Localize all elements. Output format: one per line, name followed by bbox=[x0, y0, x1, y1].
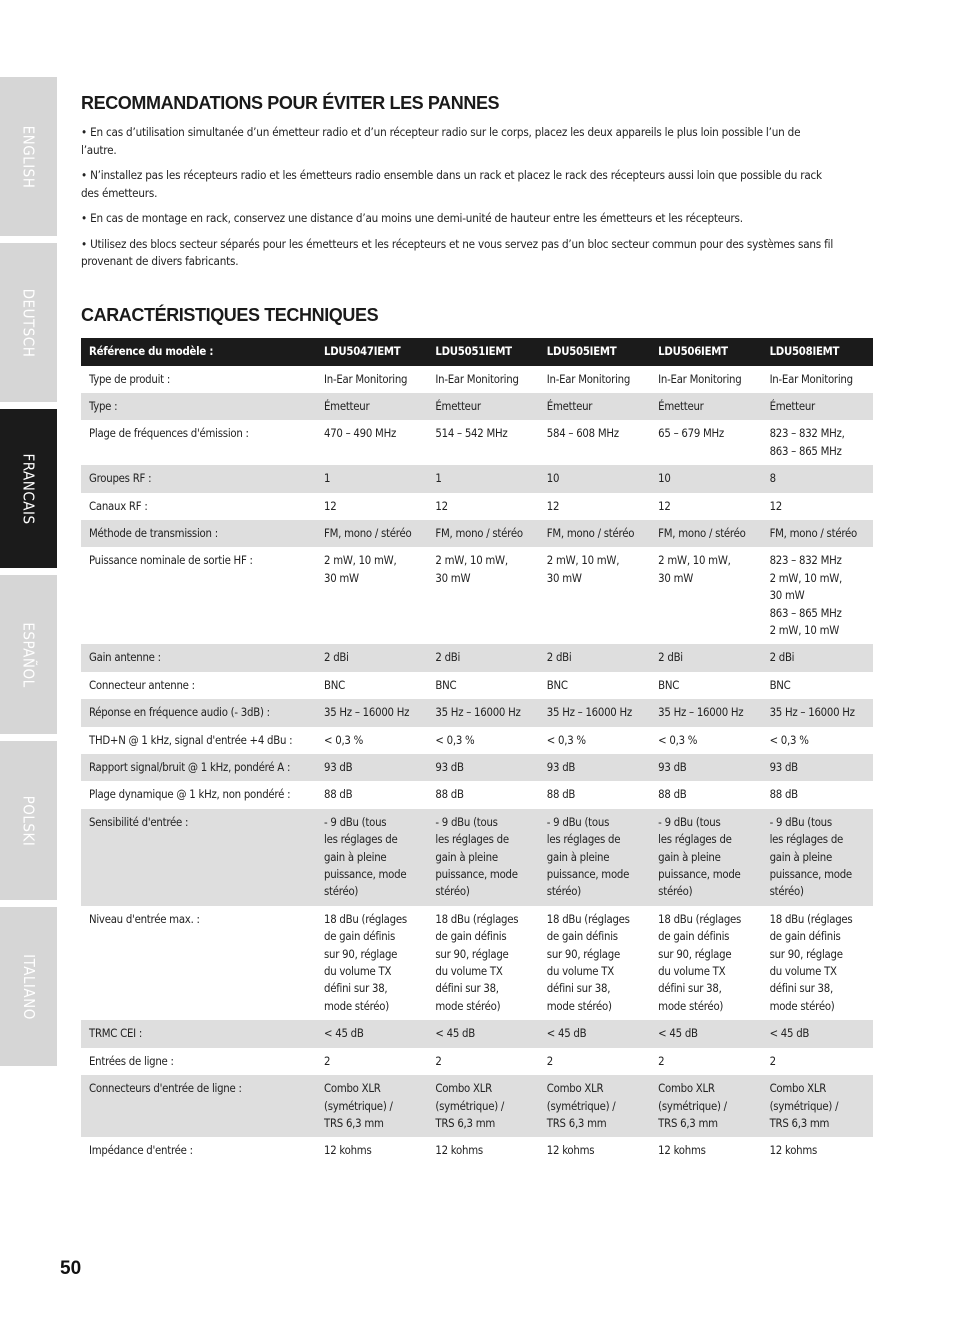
spec-value-cell: BNC bbox=[658, 678, 680, 692]
table-row bbox=[81, 393, 873, 420]
header-cell-model: LDU5051IEMT bbox=[427, 338, 538, 366]
table-row bbox=[81, 644, 873, 671]
spec-value-cell: < 45 dB bbox=[762, 1020, 873, 1047]
spec-value-cell: < 0,3 % bbox=[658, 733, 698, 747]
header-cell-model: LDU505IEMT bbox=[539, 338, 650, 366]
spec-value-cell: Combo XLR (symétrique) / TRS 6,3 mm bbox=[762, 1075, 873, 1137]
spec-value-cell: 823 – 832 MHz, 863 – 865 MHz bbox=[769, 427, 845, 458]
spec-value-cell: 35 Hz – 16000 Hz bbox=[650, 699, 761, 726]
spec-label-cell: Réponse en fréquence audio (- 3dB) : bbox=[81, 699, 316, 726]
spec-value-cell: 2 dBi bbox=[650, 644, 761, 671]
spec-value-cell: < 45 dB bbox=[427, 1020, 538, 1047]
spec-value-cell: 1 bbox=[316, 465, 427, 492]
spec-label-cell: Méthode de transmission : bbox=[81, 520, 316, 547]
spec-label-cell: Type de produit : bbox=[89, 372, 171, 386]
recommendation-item: • Utilisez des blocs secteur séparés pour les émetteurs et les récepteurs et ne vous servez pas d’un bloc secteur commun pour des systèmes sans fil provenant de divers fabricants. bbox=[81, 236, 834, 268]
spec-value-cell: 823 – 832 MHz 2 mW, 10 mW, 30 mW 863 – 865 MHz 2 mW, 10 mW bbox=[769, 554, 842, 637]
spec-value-cell: < 0,3 % bbox=[769, 733, 809, 747]
lang-tab-italiano[interactable] bbox=[0, 907, 57, 1066]
table-row bbox=[81, 547, 873, 644]
spec-value-cell: 18 dBu (réglages de gain définis sur 90, réglage du volume TX défini sur 38, mode stéréo) bbox=[769, 912, 853, 1013]
spec-value-cell: 12 kohms bbox=[435, 1144, 483, 1158]
spec-value-cell: Émetteur bbox=[427, 393, 538, 420]
spec-value-cell: 93 dB bbox=[427, 754, 538, 781]
spec-value-cell: In-Ear Monitoring bbox=[658, 372, 742, 386]
spec-value-cell: Émetteur bbox=[539, 393, 650, 420]
spec-value-cell: 2 bbox=[658, 1054, 665, 1068]
header-cell-model: LDU508IEMT bbox=[762, 338, 873, 366]
header-cell-model: LDU5047IEMT bbox=[316, 338, 427, 366]
lang-tab-label: DEUTSCH bbox=[19, 288, 38, 357]
spec-label-cell: Type : bbox=[81, 393, 316, 420]
lang-tab-deutsch[interactable] bbox=[0, 243, 57, 402]
lang-tab-label: ENGLISH bbox=[19, 125, 38, 188]
spec-value-cell: FM, mono / stéréo bbox=[539, 520, 650, 547]
spec-value-cell: - 9 dBu (tous les réglages de gain à pleine puissance, mode stéréo) bbox=[316, 809, 427, 906]
spec-value-cell: < 0,3 % bbox=[324, 733, 364, 747]
spec-value-cell: 584 – 608 MHz bbox=[546, 427, 619, 441]
spec-value-cell: 12 bbox=[435, 499, 448, 513]
recommendations-list bbox=[81, 124, 873, 271]
spec-value-cell: 65 – 679 MHz bbox=[658, 427, 725, 441]
spec-value-cell: Émetteur bbox=[762, 393, 873, 420]
spec-value-cell: 88 dB bbox=[324, 788, 353, 802]
recommendation-item: • En cas de montage en rack, conservez une distance d’au moins une demi-unité de hauteur entre les émetteurs et les récepteurs. bbox=[81, 211, 743, 225]
spec-value-cell: 12 bbox=[324, 499, 337, 513]
table-row bbox=[81, 781, 873, 808]
spec-value-cell: 93 dB bbox=[539, 754, 650, 781]
spec-value-cell: FM, mono / stéréo bbox=[650, 520, 761, 547]
language-tabs bbox=[0, 77, 57, 1073]
table-row bbox=[81, 1075, 873, 1137]
spec-value-cell: Combo XLR (symétrique) / TRS 6,3 mm bbox=[316, 1075, 427, 1137]
spec-value-cell: 2 mW, 10 mW, 30 mW bbox=[324, 554, 397, 585]
spec-value-cell: 2 bbox=[769, 1054, 776, 1068]
table-row bbox=[81, 906, 873, 1020]
spec-value-cell: FM, mono / stéréo bbox=[316, 520, 427, 547]
spec-value-cell: 514 – 542 MHz bbox=[435, 427, 508, 441]
spec-value-cell: 12 bbox=[658, 499, 671, 513]
specs-title: CARACTÉRISTIQUES TECHNIQUES bbox=[81, 304, 379, 325]
specs-table bbox=[81, 338, 873, 1165]
spec-label-cell: Canaux RF : bbox=[89, 499, 148, 513]
spec-value-cell: 2 bbox=[546, 1054, 553, 1068]
spec-label-cell: THD+N @ 1 kHz, signal d'entrée +4 dBu : bbox=[89, 733, 293, 747]
spec-value-cell: 88 dB bbox=[435, 788, 464, 802]
spec-value-cell: 18 dBu (réglages de gain définis sur 90, réglage du volume TX défini sur 38, mode stéréo) bbox=[324, 912, 407, 1013]
table-row bbox=[81, 672, 873, 699]
lang-tab-francais[interactable] bbox=[0, 409, 57, 568]
lang-tab-english[interactable] bbox=[0, 77, 57, 236]
spec-label-cell: Connecteur antenne : bbox=[89, 678, 195, 692]
spec-value-cell: 2 dBi bbox=[762, 644, 873, 671]
lang-tab-espanol[interactable] bbox=[0, 575, 57, 734]
spec-label-cell: Rapport signal/bruit @ 1 kHz, pondéré A : bbox=[81, 754, 316, 781]
table-row bbox=[81, 520, 873, 547]
spec-value-cell: 18 dBu (réglages de gain définis sur 90, réglage du volume TX défini sur 38, mode stéréo) bbox=[546, 912, 630, 1013]
spec-value-cell: - 9 dBu (tous les réglages de gain à pleine puissance, mode stéréo) bbox=[650, 809, 761, 906]
lang-tab-label: FRANCAIS bbox=[19, 452, 38, 525]
spec-label-cell: Entrées de ligne : bbox=[89, 1054, 174, 1068]
table-row bbox=[81, 1137, 873, 1164]
spec-value-cell: In-Ear Monitoring bbox=[435, 372, 519, 386]
lang-tab-label: ITALIANO bbox=[19, 953, 38, 1020]
spec-value-cell: Émetteur bbox=[316, 393, 427, 420]
page-content bbox=[81, 93, 873, 1165]
table-row bbox=[81, 809, 873, 906]
spec-value-cell: 2 bbox=[435, 1054, 442, 1068]
spec-value-cell: Combo XLR (symétrique) / TRS 6,3 mm bbox=[539, 1075, 650, 1137]
spec-label-cell: Groupes RF : bbox=[81, 465, 316, 492]
spec-label-cell: Plage de fréquences d'émission : bbox=[89, 427, 249, 441]
specs-header-row bbox=[81, 338, 873, 366]
header-cell-label: Référence du modèle : bbox=[81, 338, 316, 366]
spec-value-cell: 12 kohms bbox=[769, 1144, 818, 1158]
table-row bbox=[81, 493, 873, 520]
spec-value-cell: < 0,3 % bbox=[546, 733, 586, 747]
spec-value-cell: 12 kohms bbox=[658, 1144, 706, 1158]
lang-tab-label: POLSKI bbox=[19, 795, 38, 846]
recommendation-item: • N’installez pas les récepteurs radio et les émetteurs radio ensemble dans un rack et placez le rack des récepteurs aussi loin que possible du rack des émetteurs. bbox=[81, 168, 822, 200]
spec-label-cell: Niveau d'entrée max. : bbox=[89, 912, 200, 926]
spec-value-cell: 35 Hz – 16000 Hz bbox=[427, 699, 538, 726]
spec-value-cell: In-Ear Monitoring bbox=[769, 372, 853, 386]
table-row bbox=[81, 1020, 873, 1047]
spec-value-cell: FM, mono / stéréo bbox=[427, 520, 538, 547]
table-row bbox=[81, 465, 873, 492]
spec-value-cell: 2 mW, 10 mW, 30 mW bbox=[435, 554, 508, 585]
spec-value-cell: 12 bbox=[769, 499, 782, 513]
page-number: 50 bbox=[60, 1258, 82, 1279]
spec-value-cell: 35 Hz – 16000 Hz bbox=[316, 699, 427, 726]
spec-value-cell: - 9 dBu (tous les réglages de gain à pleine puissance, mode stéréo) bbox=[427, 809, 538, 906]
spec-value-cell: 2 dBi bbox=[539, 644, 650, 671]
spec-value-cell: 88 dB bbox=[658, 788, 687, 802]
spec-value-cell: In-Ear Monitoring bbox=[546, 372, 631, 386]
spec-value-cell: < 45 dB bbox=[650, 1020, 761, 1047]
spec-label-cell: TRMC CEI : bbox=[81, 1020, 316, 1047]
header-cell-model: LDU506IEMT bbox=[650, 338, 761, 366]
spec-value-cell: 35 Hz – 16000 Hz bbox=[762, 699, 873, 726]
spec-value-cell: Émetteur bbox=[650, 393, 761, 420]
table-row bbox=[81, 366, 873, 393]
spec-label-cell: Gain antenne : bbox=[81, 644, 316, 671]
spec-value-cell: 2 mW, 10 mW, 30 mW bbox=[546, 554, 620, 585]
spec-value-cell: - 9 dBu (tous les réglages de gain à pleine puissance, mode stéréo) bbox=[762, 809, 873, 906]
spec-value-cell: 18 dBu (réglages de gain définis sur 90, réglage du volume TX défini sur 38, mode stéréo) bbox=[658, 912, 742, 1013]
specs-body bbox=[81, 366, 873, 1165]
spec-value-cell: 12 bbox=[546, 499, 560, 513]
spec-value-cell: - 9 dBu (tous les réglages de gain à pleine puissance, mode stéréo) bbox=[539, 809, 650, 906]
spec-value-cell: 2 dBi bbox=[427, 644, 538, 671]
spec-value-cell: 35 Hz – 16000 Hz bbox=[539, 699, 650, 726]
recommendation-item: • En cas d’utilisation simultanée d’un émetteur radio et d’un récepteur radio sur le corps, placez les deux appareils le plus loin possible l’un de l’autre. bbox=[81, 125, 801, 157]
spec-value-cell: 10 bbox=[539, 465, 650, 492]
spec-value-cell: < 45 dB bbox=[316, 1020, 427, 1047]
spec-value-cell: 12 kohms bbox=[324, 1144, 372, 1158]
spec-value-cell: 2 dBi bbox=[316, 644, 427, 671]
spec-value-cell: < 0,3 % bbox=[435, 733, 475, 747]
lang-tab-label: ESPAÑOL bbox=[19, 621, 38, 688]
spec-value-cell: FM, mono / stéréo bbox=[762, 520, 873, 547]
spec-label-cell: Puissance nominale de sortie HF : bbox=[89, 554, 253, 568]
spec-label-cell: Impédance d'entrée : bbox=[89, 1144, 193, 1158]
table-row bbox=[81, 754, 873, 781]
spec-value-cell: 93 dB bbox=[650, 754, 761, 781]
spec-value-cell: In-Ear Monitoring bbox=[324, 372, 408, 386]
spec-value-cell: 18 dBu (réglages de gain définis sur 90, réglage du volume TX défini sur 38, mode stéréo) bbox=[435, 912, 519, 1013]
spec-value-cell: 2 mW, 10 mW, 30 mW bbox=[658, 554, 731, 585]
spec-value-cell: 2 bbox=[324, 1054, 331, 1068]
spec-value-cell: < 45 dB bbox=[539, 1020, 650, 1047]
spec-value-cell: 93 dB bbox=[762, 754, 873, 781]
table-row bbox=[81, 727, 873, 754]
spec-value-cell: 10 bbox=[650, 465, 761, 492]
spec-value-cell: BNC bbox=[546, 678, 568, 692]
spec-value-cell: Combo XLR (symétrique) / TRS 6,3 mm bbox=[427, 1075, 538, 1137]
spec-value-cell: 8 bbox=[762, 465, 873, 492]
spec-value-cell: 88 dB bbox=[546, 788, 576, 802]
recommendations-title: RECOMMANDATIONS POUR ÉVITER LES PANNES bbox=[81, 93, 500, 113]
spec-value-cell: BNC bbox=[769, 678, 791, 692]
spec-label-cell: Plage dynamique @ 1 kHz, non pondéré : bbox=[89, 788, 291, 802]
spec-label-cell: Connecteurs d'entrée de ligne : bbox=[81, 1075, 316, 1137]
spec-label-cell: Sensibilité d'entrée : bbox=[81, 809, 316, 906]
table-row bbox=[81, 420, 873, 465]
spec-value-cell: BNC bbox=[435, 678, 457, 692]
spec-value-cell: Combo XLR (symétrique) / TRS 6,3 mm bbox=[650, 1075, 761, 1137]
table-row bbox=[81, 1048, 873, 1075]
table-row bbox=[81, 699, 873, 726]
spec-value-cell: BNC bbox=[324, 678, 345, 692]
spec-value-cell: 12 kohms bbox=[546, 1144, 595, 1158]
spec-value-cell: 93 dB bbox=[316, 754, 427, 781]
spec-value-cell: 1 bbox=[427, 465, 538, 492]
spec-value-cell: 88 dB bbox=[769, 788, 798, 802]
lang-tab-polski[interactable] bbox=[0, 741, 57, 900]
spec-value-cell: 470 – 490 MHz bbox=[324, 427, 397, 441]
